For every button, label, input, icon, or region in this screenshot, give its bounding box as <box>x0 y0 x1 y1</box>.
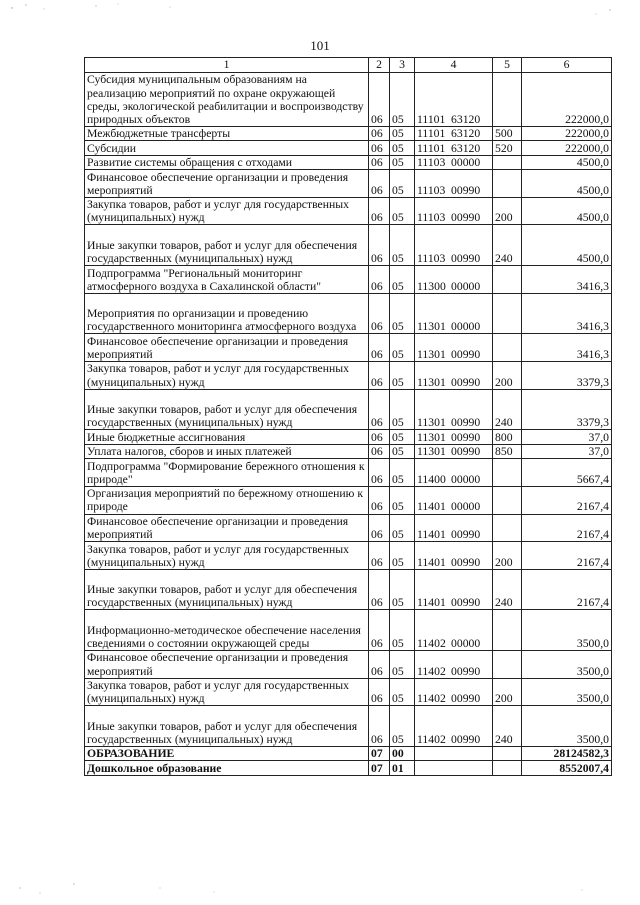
target-article-cell <box>415 362 493 390</box>
expense-type-cell <box>493 459 522 487</box>
row-name-cell: Иные закупки товаров, работ и услуг для обеспечения государственных (муниципальных) нужд <box>85 389 369 430</box>
direction-code: 00990 <box>451 252 481 266</box>
subsection-code-cell: 05 <box>390 362 415 390</box>
program-code: 11103 <box>417 252 446 266</box>
section-code-cell: 06 <box>369 73 390 127</box>
target-article-cell <box>415 459 493 487</box>
row-name-cell: Организация мероприятий по бережному отношению к природе <box>85 486 369 514</box>
amount-cell: 37,0 <box>522 430 612 445</box>
table-header <box>85 58 612 73</box>
section-code-cell: 07 <box>369 761 390 776</box>
section-code-cell: 06 <box>369 141 390 156</box>
direction-code: 00990 <box>451 183 481 197</box>
expense-type-cell: 800 <box>493 430 522 445</box>
expense-type-cell: 520 <box>493 141 522 156</box>
table-row <box>85 706 612 747</box>
row-name-cell: Развитие системы обращения с отходами <box>85 155 369 170</box>
section-code-cell: 06 <box>369 444 390 459</box>
direction-code: 00990 <box>451 596 481 610</box>
program-code: 11402 <box>417 664 446 678</box>
target-article-cell <box>415 444 493 459</box>
subsection-code-cell: 01 <box>390 761 415 776</box>
table-row <box>85 170 612 198</box>
table-row <box>85 542 612 570</box>
subsection-code-cell: 05 <box>390 514 415 542</box>
section-code-cell: 06 <box>369 430 390 445</box>
expense-type-cell: 500 <box>493 126 522 141</box>
subsection-code-cell: 05 <box>390 334 415 362</box>
amount-cell: 3379,3 <box>522 389 612 430</box>
amount-cell: 2167,4 <box>522 514 612 542</box>
expense-type-cell: 200 <box>493 362 522 390</box>
amount-cell: 4500,0 <box>522 155 612 170</box>
row-name-cell: Мероприятия по организации и проведению государственного мониторинга атмосферного воздуха <box>85 293 369 334</box>
program-code: 11301 <box>417 416 446 430</box>
target-article-cell <box>415 514 493 542</box>
amount-cell: 4500,0 <box>522 197 612 225</box>
program-code: 11400 <box>417 472 446 486</box>
direction-code: 00990 <box>451 375 481 389</box>
direction-code: 00000 <box>451 320 481 334</box>
row-name-cell: Уплата налогов, сборов и иных платежей <box>85 444 369 459</box>
amount-cell: 3500,0 <box>522 610 612 651</box>
expense-type-cell: 200 <box>493 542 522 570</box>
expense-type-cell: 240 <box>493 389 522 430</box>
direction-code: 00000 <box>451 500 481 514</box>
amount-cell: 3416,3 <box>522 266 612 294</box>
subsection-code-cell: 05 <box>390 126 415 141</box>
budget-table <box>84 57 612 776</box>
target-article-cell <box>415 486 493 514</box>
program-code: 11301 <box>417 320 446 334</box>
table-row <box>85 486 612 514</box>
row-name-cell: Субсидия муниципальным образованиям на реализацию мероприятий по охране окружающей среды, экологической реабилитации и воспроизводству природных объектов <box>85 73 369 127</box>
program-code: 11101 <box>417 112 446 126</box>
table-row <box>85 459 612 487</box>
target-article-cell <box>415 569 493 610</box>
row-name-cell: Подпрограмма "Региональный мониторинг атмосферного воздуха в Сахалинской области" <box>85 266 369 294</box>
row-name-cell: Закупка товаров, работ и услуг для государственных (муниципальных) нужд <box>85 542 369 570</box>
subsection-code-cell: 05 <box>390 459 415 487</box>
subsection-code-cell: 05 <box>390 706 415 747</box>
target-article-cell <box>415 266 493 294</box>
expense-type-cell <box>493 514 522 542</box>
table-row <box>85 444 612 459</box>
subsection-code-cell: 00 <box>390 746 415 761</box>
target-article-cell <box>415 542 493 570</box>
section-code-cell: 06 <box>369 362 390 390</box>
row-name-cell: Дошкольное образование <box>85 761 369 776</box>
expense-type-cell <box>493 266 522 294</box>
program-code: 11101 <box>417 141 446 155</box>
section-code-cell: 06 <box>369 542 390 570</box>
program-code: 11401 <box>417 596 446 610</box>
row-name-cell: Иные закупки товаров, работ и услуг для обеспечения государственных (муниципальных) нужд <box>85 225 369 266</box>
table-row <box>85 761 612 776</box>
direction-code: 00990 <box>451 211 481 225</box>
row-name-cell: Иные закупки товаров, работ и услуг для обеспечения государственных (муниципальных) нужд <box>85 569 369 610</box>
program-code: 11301 <box>417 347 446 361</box>
program-code: 11401 <box>417 500 446 514</box>
amount-cell: 4500,0 <box>522 225 612 266</box>
target-article-cell <box>415 678 493 706</box>
program-code: 11301 <box>417 445 446 459</box>
expense-type-cell <box>493 334 522 362</box>
expense-type-cell: 240 <box>493 706 522 747</box>
section-code-cell: 06 <box>369 678 390 706</box>
amount-cell: 3500,0 <box>522 678 612 706</box>
page-number: 101 <box>310 38 330 53</box>
table-row <box>85 430 612 445</box>
row-name-cell: Закупка товаров, работ и услуг для государственных (муниципальных) нужд <box>85 362 369 390</box>
subsection-code-cell: 05 <box>390 266 415 294</box>
direction-code: 00990 <box>451 664 481 678</box>
direction-code: 63120 <box>451 127 481 141</box>
direction-code: 00990 <box>451 445 481 459</box>
expense-type-cell: 240 <box>493 225 522 266</box>
direction-code: 00990 <box>451 732 481 746</box>
program-code: 11103 <box>417 211 446 225</box>
target-article-cell <box>415 225 493 266</box>
table-row <box>85 225 612 266</box>
amount-cell: 37,0 <box>522 444 612 459</box>
section-code-cell: 06 <box>369 293 390 334</box>
target-article-cell <box>415 746 493 761</box>
table-row <box>85 514 612 542</box>
target-article-cell <box>415 170 493 198</box>
target-article-cell <box>415 197 493 225</box>
target-article-cell <box>415 610 493 651</box>
amount-cell: 8552007,4 <box>522 761 612 776</box>
program-code: 11402 <box>417 732 446 746</box>
section-code-cell: 06 <box>369 459 390 487</box>
section-code-cell: 06 <box>369 569 390 610</box>
row-name-cell: Финансовое обеспечение организации и проведения мероприятий <box>85 651 369 679</box>
subsection-code-cell: 05 <box>390 170 415 198</box>
subsection-code-cell: 05 <box>390 610 415 651</box>
section-code-cell: 06 <box>369 225 390 266</box>
target-article-cell <box>415 126 493 141</box>
column-header: 1 <box>85 58 369 73</box>
expense-type-cell <box>493 610 522 651</box>
table-row <box>85 569 612 610</box>
table-row <box>85 293 612 334</box>
amount-cell: 222000,0 <box>522 141 612 156</box>
table-row <box>85 362 612 390</box>
program-code: 11103 <box>417 156 446 170</box>
subsection-code-cell: 05 <box>390 155 415 170</box>
section-code-cell: 06 <box>369 197 390 225</box>
row-name-cell: Иные закупки товаров, работ и услуг для обеспечения государственных (муниципальных) нужд <box>85 706 369 747</box>
amount-cell: 2167,4 <box>522 542 612 570</box>
direction-code: 00990 <box>451 430 481 444</box>
expense-type-cell: 850 <box>493 444 522 459</box>
direction-code: 00000 <box>451 472 481 486</box>
program-code: 11402 <box>417 692 446 706</box>
target-article-cell <box>415 141 493 156</box>
subsection-code-cell: 05 <box>390 486 415 514</box>
table-row <box>85 678 612 706</box>
amount-cell: 222000,0 <box>522 73 612 127</box>
subsection-code-cell: 05 <box>390 197 415 225</box>
amount-cell: 28124582,3 <box>522 746 612 761</box>
subsection-code-cell: 05 <box>390 293 415 334</box>
section-code-cell: 06 <box>369 155 390 170</box>
section-code-cell: 06 <box>369 389 390 430</box>
section-code-cell: 06 <box>369 651 390 679</box>
section-code-cell: 06 <box>369 514 390 542</box>
amount-cell: 2167,4 <box>522 569 612 610</box>
table-row <box>85 610 612 651</box>
program-code: 11401 <box>417 555 446 569</box>
column-header: 3 <box>390 58 415 73</box>
table-row <box>85 141 612 156</box>
amount-cell: 3416,3 <box>522 334 612 362</box>
section-code-cell: 06 <box>369 170 390 198</box>
target-article-cell <box>415 293 493 334</box>
program-code: 11402 <box>417 636 446 650</box>
row-name-cell: Финансовое обеспечение организации и проведения мероприятий <box>85 334 369 362</box>
column-header: 4 <box>415 58 493 73</box>
expense-type-cell: 200 <box>493 197 522 225</box>
target-article-cell <box>415 706 493 747</box>
section-code-cell: 06 <box>369 334 390 362</box>
subsection-code-cell: 05 <box>390 651 415 679</box>
column-header: 5 <box>493 58 522 73</box>
subsection-code-cell: 05 <box>390 389 415 430</box>
amount-cell: 3416,3 <box>522 293 612 334</box>
amount-cell: 5667,4 <box>522 459 612 487</box>
row-name-cell: Межбюджетные трансферты <box>85 126 369 141</box>
expense-type-cell: 200 <box>493 678 522 706</box>
row-name-cell: Финансовое обеспечение организации и проведения мероприятий <box>85 514 369 542</box>
direction-code: 00000 <box>451 156 481 170</box>
subsection-code-cell: 05 <box>390 141 415 156</box>
row-name-cell: Подпрограмма "Формирование бережного отношения к природе" <box>85 459 369 487</box>
subsection-code-cell: 05 <box>390 73 415 127</box>
target-article-cell <box>415 73 493 127</box>
program-code: 11300 <box>417 279 446 293</box>
amount-cell: 222000,0 <box>522 126 612 141</box>
target-article-cell <box>415 389 493 430</box>
program-code: 11301 <box>417 375 446 389</box>
target-article-cell <box>415 430 493 445</box>
table-row <box>85 155 612 170</box>
table-row <box>85 334 612 362</box>
direction-code: 00990 <box>451 347 481 361</box>
table-row <box>85 389 612 430</box>
direction-code: 00990 <box>451 692 481 706</box>
direction-code: 63120 <box>451 112 481 126</box>
subsection-code-cell: 05 <box>390 569 415 610</box>
expense-type-cell <box>493 73 522 127</box>
row-name-cell: Субсидии <box>85 141 369 156</box>
table-row <box>85 266 612 294</box>
subsection-code-cell: 05 <box>390 542 415 570</box>
target-article-cell <box>415 651 493 679</box>
section-code-cell: 06 <box>369 126 390 141</box>
direction-code: 00000 <box>451 636 481 650</box>
row-name-cell: Закупка товаров, работ и услуг для государственных (муниципальных) нужд <box>85 197 369 225</box>
direction-code: 63120 <box>451 141 481 155</box>
table-body <box>85 73 612 776</box>
program-code: 11401 <box>417 528 446 542</box>
row-name-cell: Закупка товаров, работ и услуг для государственных (муниципальных) нужд <box>85 678 369 706</box>
table-row <box>85 746 612 761</box>
header-row <box>85 58 612 73</box>
column-header: 2 <box>369 58 390 73</box>
target-article-cell <box>415 334 493 362</box>
table-row <box>85 651 612 679</box>
column-header: 6 <box>522 58 612 73</box>
target-article-cell <box>415 155 493 170</box>
amount-cell: 4500,0 <box>522 170 612 198</box>
program-code: 11301 <box>417 430 446 444</box>
expense-type-cell <box>493 651 522 679</box>
target-article-cell <box>415 761 493 776</box>
expense-type-cell <box>493 761 522 776</box>
expense-type-cell <box>493 746 522 761</box>
section-code-cell: 06 <box>369 706 390 747</box>
row-name-cell: Иные бюджетные ассигнования <box>85 430 369 445</box>
expense-type-cell <box>493 486 522 514</box>
subsection-code-cell: 05 <box>390 225 415 266</box>
direction-code: 00990 <box>451 528 481 542</box>
row-name-cell: Информационно-методическое обеспечение населения сведениями о состоянии окружающей среды <box>85 610 369 651</box>
expense-type-cell <box>493 170 522 198</box>
table-row <box>85 73 612 127</box>
program-code: 11101 <box>417 127 446 141</box>
direction-code: 00990 <box>451 416 481 430</box>
expense-type-cell: 240 <box>493 569 522 610</box>
amount-cell: 3379,3 <box>522 362 612 390</box>
amount-cell: 3500,0 <box>522 706 612 747</box>
row-name-cell: Финансовое обеспечение организации и проведения мероприятий <box>85 170 369 198</box>
amount-cell: 2167,4 <box>522 486 612 514</box>
subsection-code-cell: 05 <box>390 444 415 459</box>
section-code-cell: 07 <box>369 746 390 761</box>
expense-type-cell <box>493 155 522 170</box>
expense-type-cell <box>493 293 522 334</box>
subsection-code-cell: 05 <box>390 678 415 706</box>
table-row <box>85 126 612 141</box>
row-name-cell: ОБРАЗОВАНИЕ <box>85 746 369 761</box>
table-row <box>85 197 612 225</box>
section-code-cell: 06 <box>369 610 390 651</box>
program-code: 11103 <box>417 183 446 197</box>
subsection-code-cell: 05 <box>390 430 415 445</box>
section-code-cell: 06 <box>369 486 390 514</box>
direction-code: 00990 <box>451 555 481 569</box>
amount-cell: 3500,0 <box>522 651 612 679</box>
section-code-cell: 06 <box>369 266 390 294</box>
direction-code: 00000 <box>451 279 481 293</box>
